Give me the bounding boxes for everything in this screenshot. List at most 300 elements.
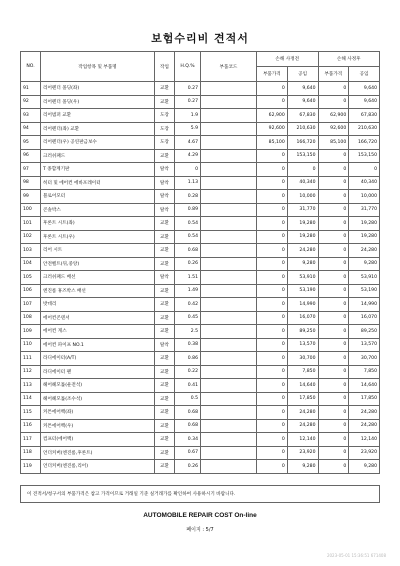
cell-code xyxy=(201,244,257,258)
cell-no: 118 xyxy=(21,446,41,460)
cell-work: 교환 xyxy=(155,95,175,109)
table-row xyxy=(21,419,380,433)
header-after: 손해 사정후 xyxy=(318,52,380,67)
cell-work: 탈착 xyxy=(155,163,175,177)
cell-name: 커튼에어백(좌) xyxy=(41,406,155,420)
cell-hq: 0.89 xyxy=(175,203,201,217)
cell-hq: 1.49 xyxy=(175,284,201,298)
cell-l2: 9,280 xyxy=(349,257,380,271)
cell-work: 교환 xyxy=(155,352,175,366)
cell-work: 교환 xyxy=(155,284,175,298)
cell-p2: 0 xyxy=(318,257,349,271)
table-row xyxy=(21,230,380,244)
cell-l2: 9,280 xyxy=(349,460,380,474)
cell-no: 113 xyxy=(21,379,41,393)
cell-work: 교환 xyxy=(155,433,175,447)
cell-no: 95 xyxy=(21,136,41,150)
cell-code xyxy=(201,284,257,298)
cell-p2: 0 xyxy=(318,433,349,447)
cell-p2: 0 xyxy=(318,149,349,163)
cell-no: 106 xyxy=(21,284,41,298)
cell-l1: 24,280 xyxy=(287,406,318,420)
cell-l2: 16,070 xyxy=(349,311,380,325)
cell-code xyxy=(201,338,257,352)
cell-l2: 31,770 xyxy=(349,203,380,217)
cell-l2: 166,720 xyxy=(349,136,380,150)
cell-name: 언더커버(엔진룸,리어) xyxy=(41,460,155,474)
cell-l1: 40,340 xyxy=(287,176,318,190)
cell-name: 안전벨트(뒤,중앙) xyxy=(41,257,155,271)
cell-no: 110 xyxy=(21,338,41,352)
table-row xyxy=(21,379,380,393)
cell-no: 103 xyxy=(21,244,41,258)
cell-hq: 0.68 xyxy=(175,419,201,433)
cell-hq: 0 xyxy=(175,163,201,177)
cell-hq: 0.34 xyxy=(175,433,201,447)
cell-work: 교환 xyxy=(155,311,175,325)
cell-name: 라디에이터 팬 xyxy=(41,365,155,379)
cell-hq: 0.68 xyxy=(175,406,201,420)
cell-no: 98 xyxy=(21,176,41,190)
estimate-table xyxy=(20,51,380,474)
cell-code xyxy=(201,365,257,379)
cell-no: 117 xyxy=(21,433,41,447)
cell-p2: 0 xyxy=(318,406,349,420)
cell-l1: 9,640 xyxy=(287,95,318,109)
cell-l2: 24,280 xyxy=(349,244,380,258)
cell-p1: 0 xyxy=(257,163,288,177)
cell-no: 101 xyxy=(21,217,41,231)
table-row xyxy=(21,176,380,190)
header-labor-before: 공임 xyxy=(287,67,318,82)
table-row xyxy=(21,311,380,325)
cell-l1: 23,920 xyxy=(287,446,318,460)
table-row xyxy=(21,190,380,204)
cell-p2: 0 xyxy=(318,190,349,204)
cell-p1: 0 xyxy=(257,352,288,366)
cell-l1: 53,910 xyxy=(287,271,318,285)
cell-p2: 62,900 xyxy=(318,109,349,123)
cell-p1: 0 xyxy=(257,203,288,217)
cell-no: 92 xyxy=(21,95,41,109)
cell-p1: 0 xyxy=(257,176,288,190)
cell-p2: 0 xyxy=(318,95,349,109)
cell-name: 히터 및 에어컨 에바포레이터 xyxy=(41,176,155,190)
cell-name: 리어펜더(좌) 교환 xyxy=(41,122,155,136)
cell-work: 교환 xyxy=(155,149,175,163)
cell-name: 헤어헤모툴(운전석) xyxy=(41,379,155,393)
cell-code xyxy=(201,446,257,460)
cell-p2: 0 xyxy=(318,419,349,433)
cell-name: 후론트 시트(우) xyxy=(41,230,155,244)
cell-work: 탈착 xyxy=(155,203,175,217)
cell-l1: 19,280 xyxy=(287,217,318,231)
cell-p2: 0 xyxy=(318,271,349,285)
cell-l2: 19,280 xyxy=(349,230,380,244)
page-number: 페이지 : 5/7 xyxy=(186,527,214,533)
table-row xyxy=(21,365,380,379)
cell-p1: 0 xyxy=(257,325,288,339)
cell-p2: 0 xyxy=(318,203,349,217)
cell-l1: 210,630 xyxy=(287,122,318,136)
cell-l1: 67,830 xyxy=(287,109,318,123)
cell-work: 교환 xyxy=(155,406,175,420)
cell-p2: 0 xyxy=(318,311,349,325)
cell-work: 도장 xyxy=(155,109,175,123)
cell-p1: 0 xyxy=(257,446,288,460)
cell-l1: 7,850 xyxy=(287,365,318,379)
cell-code xyxy=(201,257,257,271)
cell-name: 크러쉬패드 배선 xyxy=(41,271,155,285)
cell-name: 헤어헤모툴(조수석) xyxy=(41,392,155,406)
cell-code xyxy=(201,352,257,366)
document-title: 보험수리비 견적서 xyxy=(151,32,249,45)
cell-p2: 0 xyxy=(318,244,349,258)
header-labor-after: 공임 xyxy=(349,67,380,82)
cell-l2: 9,640 xyxy=(349,95,380,109)
cell-code xyxy=(201,433,257,447)
table-row xyxy=(21,95,380,109)
cell-work: 교환 xyxy=(155,365,175,379)
cell-l1: 9,280 xyxy=(287,460,318,474)
cell-work: 교환 xyxy=(155,217,175,231)
cell-code xyxy=(201,95,257,109)
cell-no: 116 xyxy=(21,419,41,433)
cell-no: 96 xyxy=(21,149,41,163)
table-row xyxy=(21,203,380,217)
cell-p2: 85,100 xyxy=(318,136,349,150)
cell-l1: 31,770 xyxy=(287,203,318,217)
cell-no: 107 xyxy=(21,298,41,312)
cell-name: 콘솔박스 xyxy=(41,203,155,217)
table-row xyxy=(21,257,380,271)
cell-hq: 0.27 xyxy=(175,95,201,109)
footer-brand: AUTOMOBILE REPAIR COST On-line xyxy=(143,512,257,519)
table-row xyxy=(21,392,380,406)
cell-work: 교환 xyxy=(155,419,175,433)
cell-p1: 0 xyxy=(257,190,288,204)
cell-code xyxy=(201,109,257,123)
cell-l2: 30,700 xyxy=(349,352,380,366)
cell-no: 94 xyxy=(21,122,41,136)
cell-l2: 17,850 xyxy=(349,392,380,406)
cell-p2: 0 xyxy=(318,352,349,366)
cell-name: 커튼에어백(우) xyxy=(41,419,155,433)
cell-l2: 153,150 xyxy=(349,149,380,163)
cell-name: 리어펜더 몰딩(우) xyxy=(41,95,155,109)
cell-hq: 0.27 xyxy=(175,82,201,96)
cell-p1: 0 xyxy=(257,217,288,231)
cell-no: 99 xyxy=(21,190,41,204)
table-row xyxy=(21,298,380,312)
cell-hq: 0.54 xyxy=(175,217,201,231)
cell-no: 119 xyxy=(21,460,41,474)
cell-name: 컴프터(에어백) xyxy=(41,433,155,447)
cell-hq: 1.13 xyxy=(175,176,201,190)
cell-l2: 53,190 xyxy=(349,284,380,298)
cell-no: 102 xyxy=(21,230,41,244)
cell-code xyxy=(201,163,257,177)
cell-code xyxy=(201,392,257,406)
cell-name: 에어컨 파이프 NO.1 xyxy=(41,338,155,352)
cell-code xyxy=(201,176,257,190)
cell-p1: 0 xyxy=(257,460,288,474)
cell-hq: 0.42 xyxy=(175,298,201,312)
cell-work: 탈착 xyxy=(155,190,175,204)
cell-l2: 10,000 xyxy=(349,190,380,204)
cell-no: 93 xyxy=(21,109,41,123)
table-row xyxy=(21,109,380,123)
header-work: 작업 xyxy=(155,52,175,82)
cell-no: 112 xyxy=(21,365,41,379)
table-row xyxy=(21,406,380,420)
cell-code xyxy=(201,190,257,204)
cell-work: 탈착 xyxy=(155,176,175,190)
cell-work: 교환 xyxy=(155,82,175,96)
cell-l2: 24,280 xyxy=(349,419,380,433)
cell-l1: 0 xyxy=(287,163,318,177)
cell-work: 교환 xyxy=(155,379,175,393)
cell-code xyxy=(201,149,257,163)
cell-p1: 0 xyxy=(257,406,288,420)
cell-code xyxy=(201,203,257,217)
cell-work: 교환 xyxy=(155,392,175,406)
cell-l2: 19,280 xyxy=(349,217,380,231)
cell-no: 115 xyxy=(21,406,41,420)
cell-l2: 24,280 xyxy=(349,406,380,420)
cell-no: 109 xyxy=(21,325,41,339)
cell-hq: 0.22 xyxy=(175,365,201,379)
cell-l1: 19,280 xyxy=(287,230,318,244)
cell-no: 111 xyxy=(21,352,41,366)
cell-work: 도장 xyxy=(155,136,175,150)
cell-no: 97 xyxy=(21,163,41,177)
cell-l1: 9,280 xyxy=(287,257,318,271)
cell-l1: 14,640 xyxy=(287,379,318,393)
cell-l1: 153,150 xyxy=(287,149,318,163)
table-row xyxy=(21,271,380,285)
cell-hq: 1.9 xyxy=(175,109,201,123)
cell-l2: 9,640 xyxy=(349,82,380,96)
cell-code xyxy=(201,136,257,150)
header-name: 작업항목 및 부품명 xyxy=(41,52,155,82)
cell-name: 엔진룸 휴즈박스 배선 xyxy=(41,284,155,298)
cell-p1: 0 xyxy=(257,271,288,285)
cell-l2: 210,630 xyxy=(349,122,380,136)
cell-p2: 0 xyxy=(318,284,349,298)
cell-no: 104 xyxy=(21,257,41,271)
cell-l2: 89,250 xyxy=(349,325,380,339)
cell-name: 블로어모터 xyxy=(41,190,155,204)
cell-p1: 62,900 xyxy=(257,109,288,123)
cell-p1: 0 xyxy=(257,149,288,163)
cell-l1: 13,570 xyxy=(287,338,318,352)
cell-l1: 14,990 xyxy=(287,298,318,312)
cell-p1: 85,100 xyxy=(257,136,288,150)
cell-code xyxy=(201,298,257,312)
cell-p1: 92,600 xyxy=(257,122,288,136)
cell-hq: 0.45 xyxy=(175,311,201,325)
table-row xyxy=(21,82,380,96)
table-row xyxy=(21,352,380,366)
cell-p2: 0 xyxy=(318,379,349,393)
cell-p1: 0 xyxy=(257,433,288,447)
cell-no: 114 xyxy=(21,392,41,406)
cell-p2: 0 xyxy=(318,82,349,96)
table-row xyxy=(21,136,380,150)
table-row xyxy=(21,244,380,258)
cell-hq: 0.26 xyxy=(175,460,201,474)
price-note: 이 견적서/청구서의 부품가격은 참고 가격이므로 거래일 기준 실거래가를 확인하여 사용하시기 바랍니다. xyxy=(20,485,380,503)
cell-p1: 0 xyxy=(257,379,288,393)
cell-l1: 53,190 xyxy=(287,284,318,298)
cell-name: 후론트 시트(좌) xyxy=(41,217,155,231)
cell-l1: 24,280 xyxy=(287,244,318,258)
cell-work: 교환 xyxy=(155,230,175,244)
table-row xyxy=(21,149,380,163)
cell-name: 리어 시트 xyxy=(41,244,155,258)
cell-work: 교환 xyxy=(155,325,175,339)
cell-p2: 0 xyxy=(318,230,349,244)
cell-work: 교환 xyxy=(155,460,175,474)
cell-l1: 10,000 xyxy=(287,190,318,204)
cell-l1: 9,640 xyxy=(287,82,318,96)
table-row xyxy=(21,163,380,177)
cell-code xyxy=(201,82,257,96)
print-timestamp: 2023-05-01 15:36:51 671408 xyxy=(326,553,386,558)
cell-work: 교환 xyxy=(155,298,175,312)
header-code: 부품코드 xyxy=(201,52,257,82)
cell-hq: 0.28 xyxy=(175,190,201,204)
cell-name: 에어컨콘덴서 xyxy=(41,311,155,325)
cell-l1: 16,070 xyxy=(287,311,318,325)
cell-hq: 0.67 xyxy=(175,446,201,460)
table-row xyxy=(21,338,380,352)
cell-p1: 0 xyxy=(257,230,288,244)
cell-name: 에어컨 게스 xyxy=(41,325,155,339)
cell-l2: 53,910 xyxy=(349,271,380,285)
cell-p2: 0 xyxy=(318,365,349,379)
cell-hq: 0.26 xyxy=(175,257,201,271)
cell-p2: 0 xyxy=(318,325,349,339)
cell-name: 리어범퍼 교환 xyxy=(41,109,155,123)
cell-p1: 0 xyxy=(257,95,288,109)
cell-code xyxy=(201,379,257,393)
cell-code xyxy=(201,311,257,325)
cell-l2: 13,570 xyxy=(349,338,380,352)
cell-l2: 40,340 xyxy=(349,176,380,190)
cell-l2: 23,920 xyxy=(349,446,380,460)
cell-l1: 17,850 xyxy=(287,392,318,406)
cell-p2: 92,600 xyxy=(318,122,349,136)
cell-l2: 67,830 xyxy=(349,109,380,123)
cell-work: 교환 xyxy=(155,257,175,271)
cell-work: 탈착 xyxy=(155,271,175,285)
header-no: NO. xyxy=(21,52,41,82)
cell-hq: 0.41 xyxy=(175,379,201,393)
cell-p2: 0 xyxy=(318,298,349,312)
cell-name: 크러쉬패드 xyxy=(41,149,155,163)
cell-name: 라디에이터(A/T) xyxy=(41,352,155,366)
cell-hq: 0.68 xyxy=(175,244,201,258)
cell-name: 언더커버(엔진룸,후론트) xyxy=(41,446,155,460)
cell-p2: 0 xyxy=(318,460,349,474)
table-row xyxy=(21,122,380,136)
cell-p1: 0 xyxy=(257,365,288,379)
cell-hq: 0.86 xyxy=(175,352,201,366)
cell-l1: 24,280 xyxy=(287,419,318,433)
cell-name: 리어펜더 몰딩(좌) xyxy=(41,82,155,96)
cell-hq: 5.9 xyxy=(175,122,201,136)
cell-p2: 0 xyxy=(318,163,349,177)
cell-l1: 12,140 xyxy=(287,433,318,447)
cell-code xyxy=(201,460,257,474)
cell-p2: 0 xyxy=(318,176,349,190)
cell-l1: 30,700 xyxy=(287,352,318,366)
cell-hq: 1.51 xyxy=(175,271,201,285)
table-row xyxy=(21,433,380,447)
cell-l2: 0 xyxy=(349,163,380,177)
cell-p1: 0 xyxy=(257,311,288,325)
cell-no: 108 xyxy=(21,311,41,325)
cell-code xyxy=(201,230,257,244)
cell-code xyxy=(201,406,257,420)
cell-name: 밧데리 xyxy=(41,298,155,312)
table-row xyxy=(21,325,380,339)
cell-no: 91 xyxy=(21,82,41,96)
cell-l2: 14,640 xyxy=(349,379,380,393)
cell-work: 교환 xyxy=(155,446,175,460)
cell-code xyxy=(201,122,257,136)
header-parts-before: 부품가격 xyxy=(257,67,288,82)
cell-p1: 0 xyxy=(257,338,288,352)
cell-hq: 0.38 xyxy=(175,338,201,352)
cell-code xyxy=(201,419,257,433)
cell-l2: 7,850 xyxy=(349,365,380,379)
cell-p1: 0 xyxy=(257,82,288,96)
cell-hq: 4.67 xyxy=(175,136,201,150)
cell-no: 105 xyxy=(21,271,41,285)
cell-work: 탈착 xyxy=(155,338,175,352)
cell-p1: 0 xyxy=(257,244,288,258)
cell-p2: 0 xyxy=(318,338,349,352)
cell-work: 교환 xyxy=(155,244,175,258)
cell-p2: 0 xyxy=(318,446,349,460)
cell-p1: 0 xyxy=(257,392,288,406)
cell-work: 도장 xyxy=(155,122,175,136)
header-parts-after: 부품가격 xyxy=(318,67,349,82)
cell-p1: 0 xyxy=(257,419,288,433)
cell-p1: 0 xyxy=(257,257,288,271)
table-row xyxy=(21,217,380,231)
cell-p1: 0 xyxy=(257,298,288,312)
cell-l2: 14,990 xyxy=(349,298,380,312)
cell-p2: 0 xyxy=(318,217,349,231)
cell-p2: 0 xyxy=(318,392,349,406)
cell-name: T 종합계기판 xyxy=(41,163,155,177)
table-row xyxy=(21,446,380,460)
cell-no: 100 xyxy=(21,203,41,217)
cell-p1: 0 xyxy=(257,284,288,298)
cell-code xyxy=(201,325,257,339)
cell-l1: 166,720 xyxy=(287,136,318,150)
cell-code xyxy=(201,271,257,285)
header-before: 손해 사정전 xyxy=(257,52,319,67)
table-row xyxy=(21,460,380,474)
cell-hq: 0.5 xyxy=(175,392,201,406)
header-hq: H.Q.% xyxy=(175,52,201,82)
cell-l2: 12,140 xyxy=(349,433,380,447)
